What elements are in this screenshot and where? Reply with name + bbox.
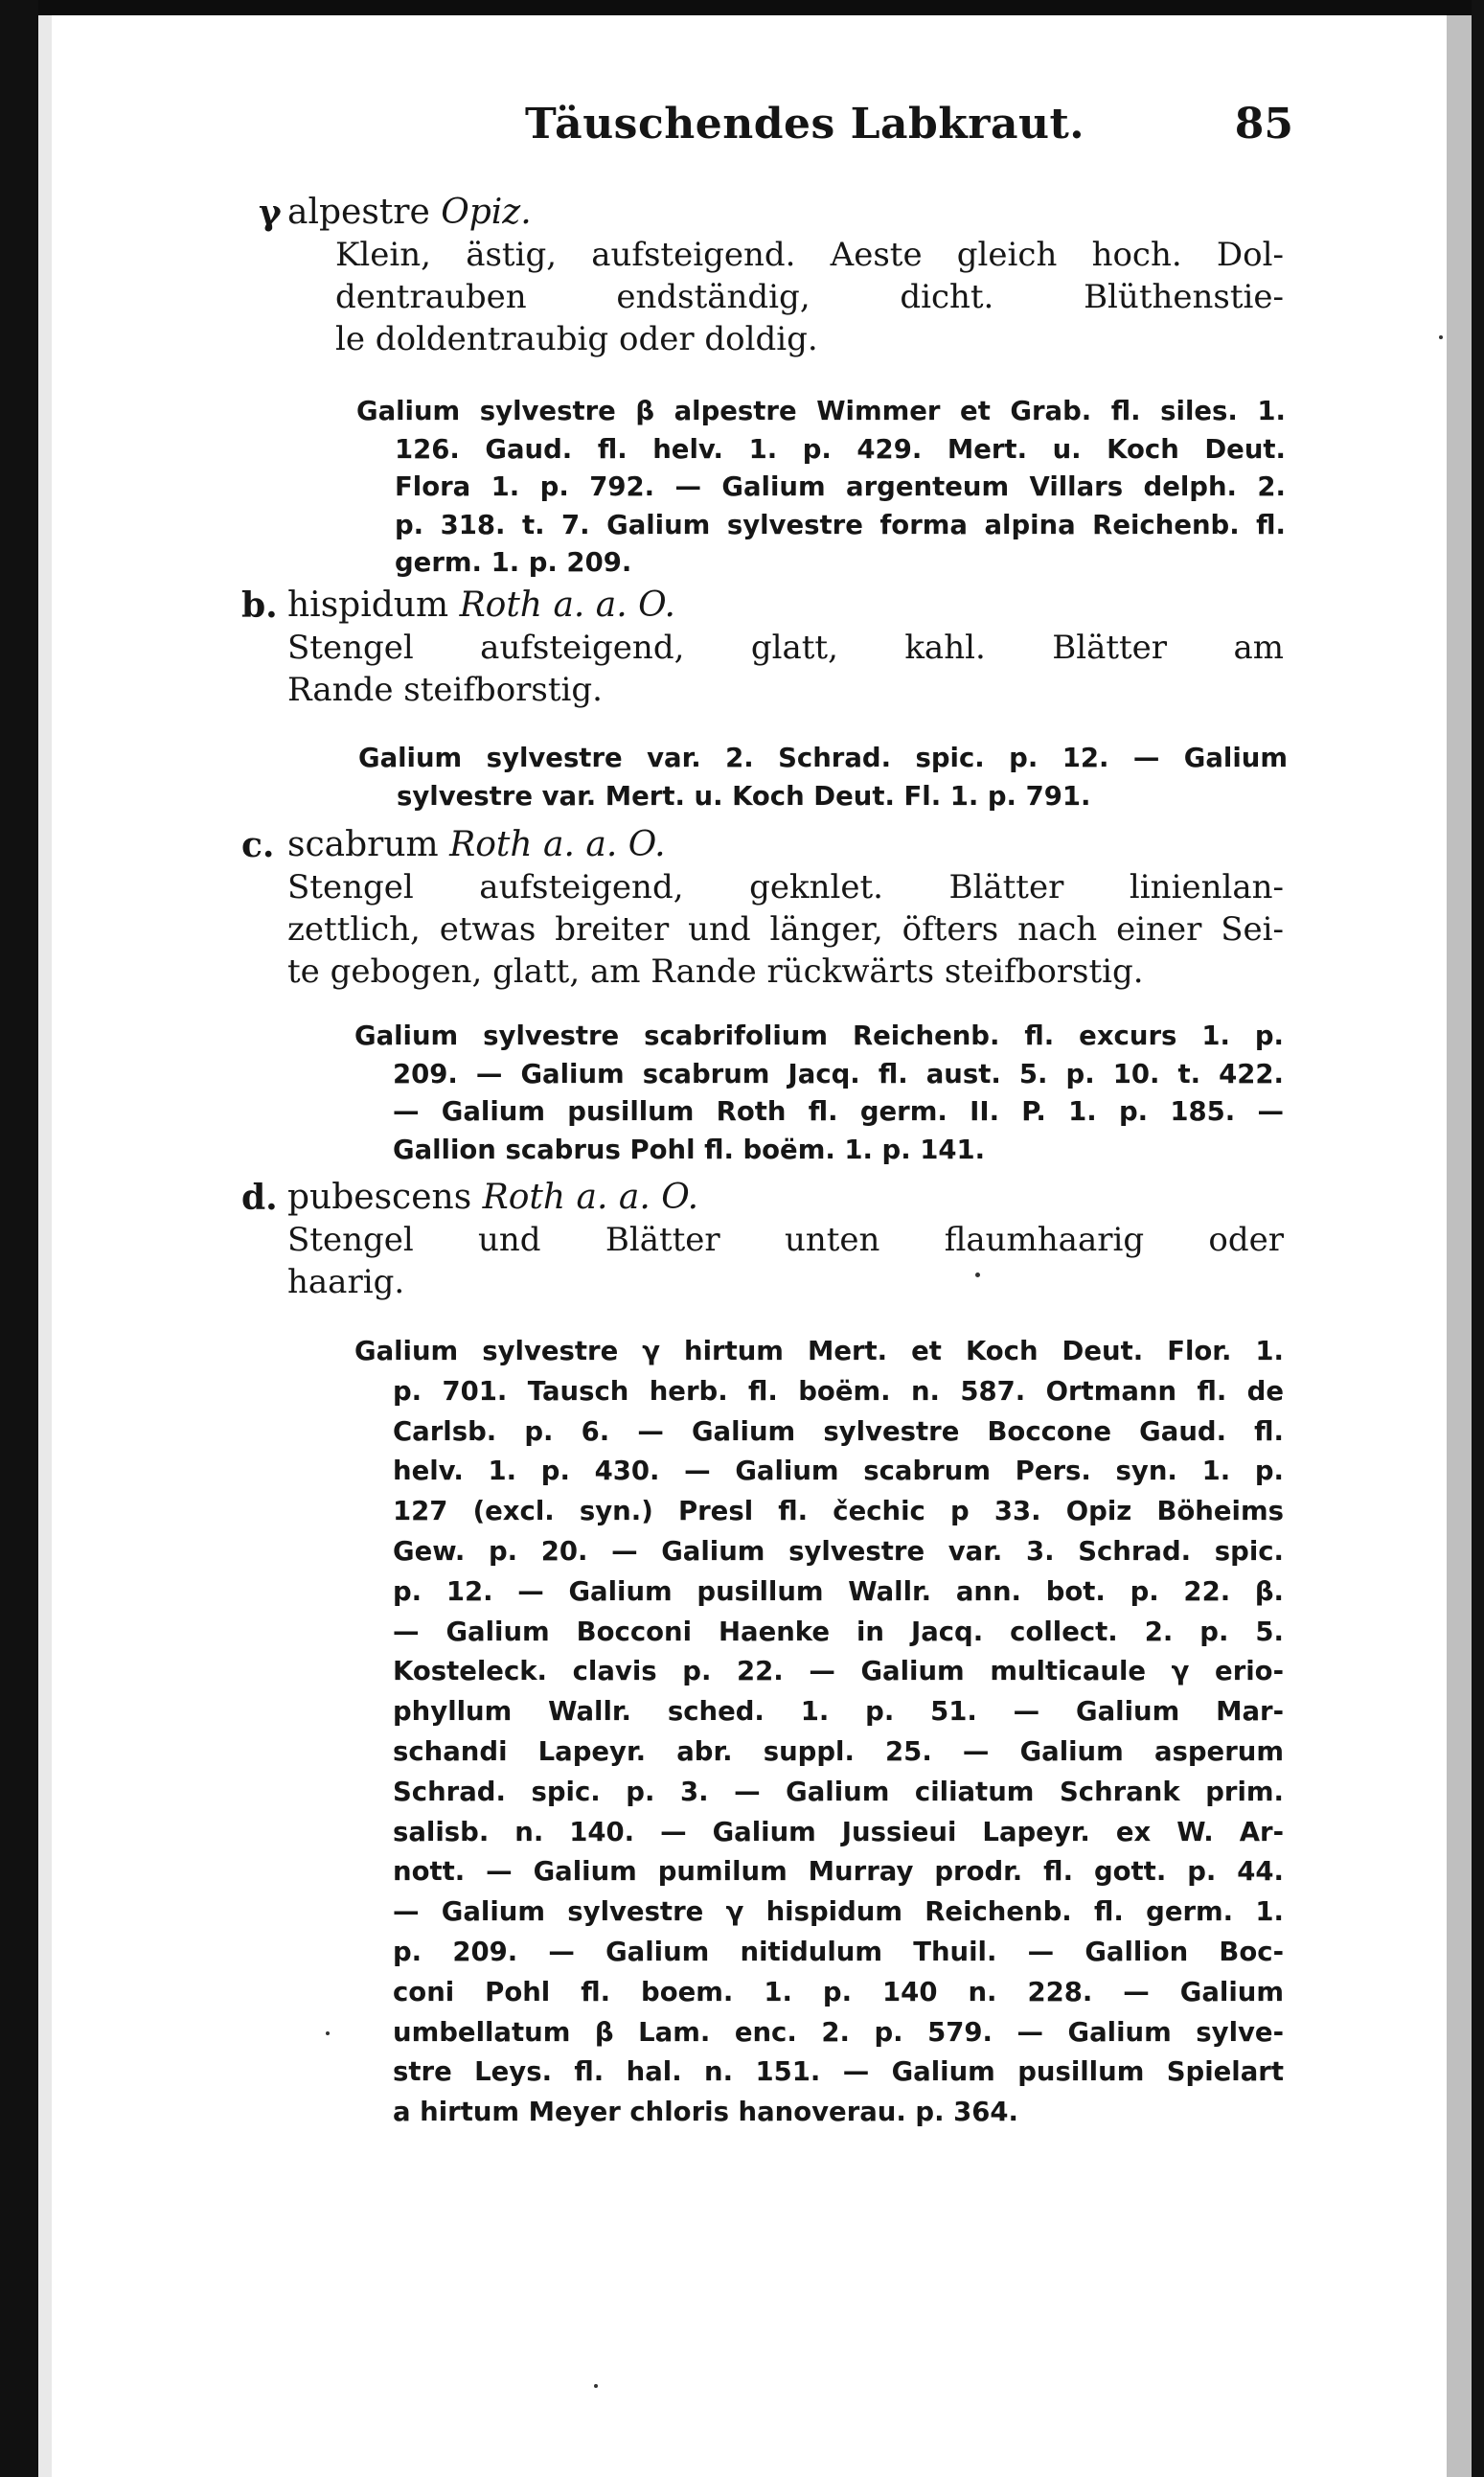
taxon-author: Opiz. <box>441 193 532 232</box>
entry-hispidum <box>241 585 1288 815</box>
reference-line: p. 318. t. 7. Galium sylvestre forma alpina Reichenb. fl. <box>395 509 1286 540</box>
reference-line: schandi Lapeyr. abr. suppl. 25. — Galium asperum <box>393 1735 1284 1767</box>
reference-line: salisb. n. 140. — Galium Jussieui Lapeyr. ex W. Ar- <box>393 1816 1284 1847</box>
description-line: Klein, ästig, aufsteigend. Aeste gleich hoch. Dol- <box>335 236 1284 274</box>
reference-line: p. 701. Tausch herb. fl. boëm. n. 587. Ortmann fl. de <box>393 1375 1284 1407</box>
reference-line: germ. 1. p. 209. <box>395 547 632 579</box>
reference-line: Carlsb. p. 6. — Galium sylvestre Boccone Gaud. fl. <box>393 1415 1284 1447</box>
reference-line: — Galium sylvestre γ hispidum Reichenb. fl. germ. 1. <box>393 1896 1284 1928</box>
reference-line: Flora 1. p. 792. — Galium argenteum Villars delph. 2. <box>395 471 1286 503</box>
scan-gutter-left <box>38 15 52 2477</box>
reference-line: helv. 1. p. 430. — Galium scabrum Pers. syn. 1. p. <box>393 1456 1284 1487</box>
reference-line: Galium sylvestre scabrifolium Reichenb. fl. excurs 1. p. <box>354 1021 1284 1051</box>
scan-speck <box>975 1273 980 1277</box>
scan-speck <box>1439 335 1443 339</box>
reference-line: coni Pohl fl. boem. 1. p. 140 n. 228. — Galium <box>393 1976 1284 2007</box>
reference-line: 127 (excl. syn.) Presl fl. čechic p 33. Opiz Böheims <box>393 1496 1284 1527</box>
description-line: haarig. <box>287 1263 405 1301</box>
entry-marker: c. <box>241 825 275 865</box>
scan-border-top <box>0 0 1484 15</box>
scan-speck <box>594 2384 598 2388</box>
entry-scabrum <box>241 824 1284 1169</box>
reference-line: phyllum Wallr. sched. 1. p. 51. — Galium Mar- <box>393 1696 1284 1728</box>
taxon-name: pubescens <box>287 1178 472 1217</box>
reference-line: p. 209. — Galium nitidulum Thuil. — Gallion Boc- <box>393 1936 1284 1967</box>
entry-marker: b. <box>241 585 278 626</box>
entry-heading <box>241 824 1284 866</box>
running-title: Täuschendes Labkraut. <box>525 100 1085 149</box>
taxon-name: hispidum <box>287 585 449 625</box>
reference-line: Gew. p. 20. — Galium sylvestre var. 3. Schrad. spic. <box>393 1535 1284 1567</box>
reference-line: Galium sylvestre β alpestre Wimmer et Grab. fl. siles. 1. <box>356 396 1286 426</box>
entry-heading <box>259 192 1284 234</box>
taxon-author: Roth a. a. O. <box>459 585 675 625</box>
entry-pubescens <box>241 1177 1284 2133</box>
reference-line: p. 12. — Galium pusillum Wallr. ann. bot. p. 22. β. <box>393 1575 1284 1607</box>
reference-line: 126. Gaud. fl. helv. 1. p. 429. Mert. u. Koch Deut. <box>395 433 1286 465</box>
reference-line: a hirtum Meyer chloris hanoverau. p. 364. <box>393 2097 1018 2128</box>
reference-line: nott. — Galium pumilum Murray prodr. fl. gott. p. 44. <box>393 1856 1284 1888</box>
entry-references <box>354 1018 1284 1169</box>
description-line: te gebogen, glatt, am Rande rückwärts steifborstig. <box>287 952 1144 991</box>
reference-line: — Galium pusillum Roth fl. germ. II. P. 1. p. 185. — <box>393 1096 1284 1128</box>
entry-description <box>287 627 1284 711</box>
reference-line: Galium sylvestre var. 2. Schrad. spic. p. 12. — Galium <box>358 743 1288 773</box>
description-line: Stengel und Blätter unten flaumhaarig oder <box>287 1221 1284 1259</box>
taxon-name: scabrum <box>287 825 439 864</box>
taxon-name: alpestre <box>287 193 430 232</box>
scan-border-right <box>1472 0 1484 2477</box>
entry-description <box>287 866 1284 993</box>
scan-speck <box>326 2031 330 2035</box>
reference-line: — Galium Bocconi Haenke in Jacq. collect. 2. p. 5. <box>393 1616 1284 1647</box>
reference-line: sylvestre var. Mert. u. Koch Deut. Fl. 1. p. 791. <box>397 780 1091 812</box>
page-number: 85 <box>1234 100 1293 149</box>
taxon-author: Roth a. a. O. <box>482 1178 699 1217</box>
description-line: Stengel aufsteigend, glatt, kahl. Blätter am <box>287 629 1284 667</box>
page-header <box>287 94 1293 161</box>
scan-border-left <box>0 0 38 2477</box>
scan-gutter-right <box>1447 15 1472 2477</box>
description-line: le doldentraubig oder doldig. <box>335 320 818 358</box>
reference-line: Schrad. spic. p. 3. — Galium ciliatum Schrank prim. <box>393 1776 1284 1807</box>
description-line: dentrauben endständig, dicht. Blüthenstie- <box>335 278 1284 316</box>
reference-line: umbellatum β Lam. enc. 2. p. 579. — Galium sylve- <box>393 2016 1284 2048</box>
reference-line: Galium sylvestre γ hirtum Mert. et Koch Deut. Flor. 1. <box>354 1336 1284 1366</box>
description-line: Rande steifborstig. <box>287 671 603 709</box>
entry-marker: γ <box>259 193 282 233</box>
entry-alpestre <box>259 192 1286 583</box>
entry-references <box>356 393 1286 583</box>
taxon-author: Roth a. a. O. <box>449 825 666 864</box>
entry-description <box>335 234 1284 360</box>
reference-line: Kosteleck. clavis p. 22. — Galium multicaule γ erio- <box>393 1656 1284 1687</box>
entry-description <box>287 1219 1284 1303</box>
reference-line: Gallion scabrus Pohl fl. boëm. 1. p. 141. <box>393 1134 986 1165</box>
entry-references <box>358 740 1288 815</box>
entry-marker: d. <box>241 1178 278 1218</box>
reference-line: stre Leys. fl. hal. n. 151. — Galium pusillum Spielart <box>393 2056 1284 2088</box>
reference-line: 209. — Galium scabrum Jacq. fl. aust. 5. p. 10. t. 422. <box>393 1058 1284 1089</box>
description-line: zettlich, etwas breiter und länger, öfters nach einer Sei- <box>287 910 1284 949</box>
entry-references <box>354 1332 1284 2133</box>
entry-heading <box>241 585 1284 627</box>
entry-heading <box>241 1177 1284 1219</box>
description-line: Stengel aufsteigend, geknlet. Blätter linienlan- <box>287 868 1284 906</box>
